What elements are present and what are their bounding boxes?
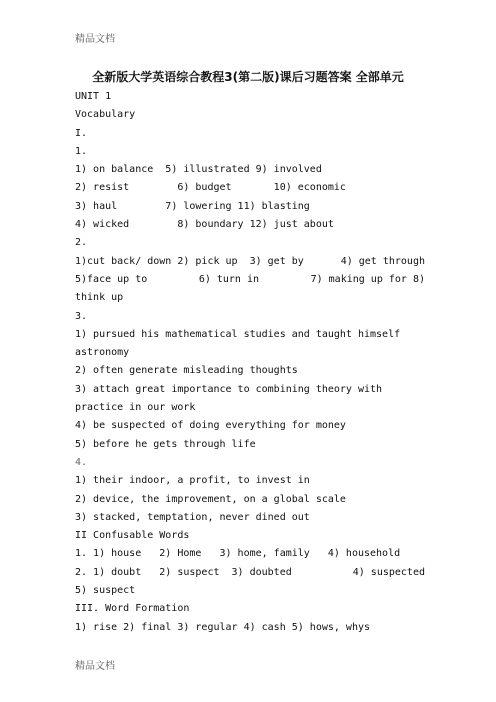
answer-line: 5) suspect [75,585,136,597]
answer-segment: 1)cut back/ down 2) pick up 3) get by [75,255,304,267]
answer-line: 4) be suspected of doing everything for money [75,420,346,432]
subsection-3: 3. [75,310,88,322]
answer-line [75,253,425,271]
answer-line: 1) their indoor, a profit, to invest in [75,475,310,487]
subsection-2: 2. [75,237,88,249]
answer-segment: 4) suspected [352,566,425,578]
answer-segment: 7) making up for 8) [310,273,425,285]
document-body [75,88,425,637]
answer-segment: 2. 1) doubt 2) suspect 3) doubted [75,566,292,578]
answer-line [75,564,425,582]
document-title: 全新版大学英语综合教程3(第二版)课后习题答案 全部单元 [92,70,404,84]
footer-watermark: 精品文档 [75,661,115,672]
section-vocabulary: Vocabulary [75,109,136,121]
section-ii: II Confusable Words [75,530,190,542]
subsection-4: 4. [75,456,88,468]
section-i: I. [75,127,88,139]
subsection-1: 1. [75,145,88,157]
answer-line: 2) often generate misleading thoughts [75,365,298,377]
unit-heading: UNIT 1 [75,91,112,102]
answer-line: 1) rise 2) final 3) regular 4) cash 5) hows, whys [75,621,371,633]
section-iii: III. Word Formation [75,603,190,615]
answer-line: 3) attach great importance to combining theory with practice in our work [75,383,383,414]
answer-line: 3) haul 7) lowering 11) blasting [75,200,310,212]
answer-line: 2) resist 6) budget 10) economic [75,182,346,194]
answer-segment: 5)face up to [75,273,148,285]
answer-line: 1) pursued his mathematical studies and taught himself astronomy [75,328,401,359]
answer-line: 1. 1) house 2) Home 3) home, family 4) household [75,548,401,560]
header-watermark: 精品文档 [75,34,115,45]
answer-line: 3) stacked, temptation, never dined out [75,511,310,523]
answer-line: 2) device, the improvement, on a global scale [75,493,346,505]
answer-line [75,271,425,289]
answer-segment: 6) turn in [198,273,260,285]
answer-segment: 4) get through [340,255,425,267]
answer-line: 4) wicked 8) boundary 12) just about [75,219,334,231]
answer-line: 5) before he gets through life [75,438,256,450]
answer-line: 1) on balance 5) illustrated 9) involved [75,164,322,176]
answer-line: think up [75,292,124,304]
